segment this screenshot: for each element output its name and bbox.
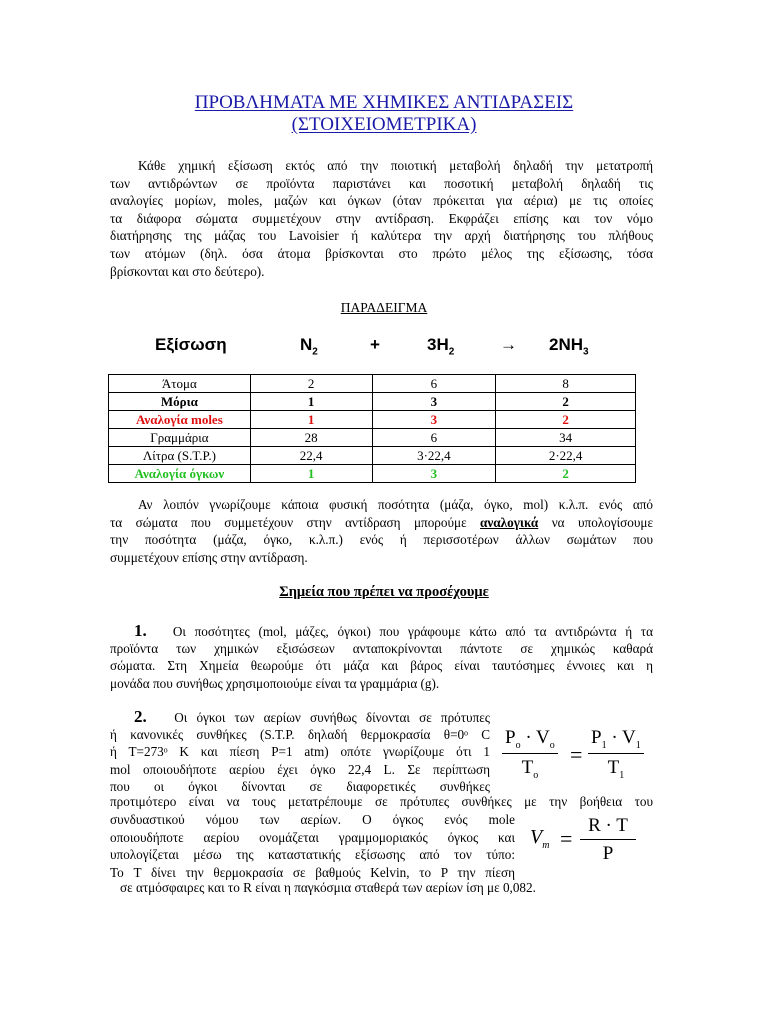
cell-n2: 22,4 bbox=[250, 447, 372, 465]
point-1 bbox=[110, 622, 653, 692]
cell-nh3: 2 bbox=[496, 411, 636, 429]
points-heading: Σημεία που πρέπει να προσέχουμε bbox=[279, 584, 489, 600]
row-label: Αναλογία moles bbox=[109, 411, 251, 429]
intro-line: αναλογίες μορίων, moles, μαζών και όγκων (όταν πρόκειται για αέρια) με τις οποίες bbox=[110, 193, 653, 209]
cell-nh3: 2 bbox=[496, 393, 636, 411]
product-nh3: $2NH_3$ bbox=[549, 335, 589, 358]
para-line: την ποσότητα (μάζα, όγκο, κ.λ.π.) ενός ή περισσοτέρων άλλων σωμάτων που bbox=[110, 532, 653, 548]
table-row bbox=[109, 411, 636, 429]
equals-sign: = bbox=[570, 742, 583, 767]
intro-line: βρίσκονται και στο δεύτερο). bbox=[110, 263, 265, 279]
table-row bbox=[109, 429, 636, 447]
combined-gas-law-left: $\frac{P_o \cdot V_o}{T_o}$ bbox=[502, 727, 558, 781]
para-line: Αν λοιπόν γνωρίζουμε κάποια φυσική ποσότητα (μάζα, όγκο, mol) κ.λ.π. ενός από bbox=[138, 497, 653, 512]
point2-line: ή κανονικές συνθήκες (S.T.P. δηλαδή θερμοκρασία θ=0ᵒ C bbox=[110, 726, 490, 742]
table-row bbox=[109, 465, 636, 483]
para-line: τα σώματα που συμμετέχουν στην αντίδραση μπορούμε αναλογικά να υπολογίσουμε bbox=[110, 514, 653, 530]
cell-h2: 3 bbox=[372, 393, 496, 411]
intro-line: των αντιδρώντων σε προϊόντα παριστάνει και ποσοτική μεταβολή δηλαδή τις bbox=[110, 175, 653, 191]
equals-sign: = bbox=[560, 826, 573, 851]
plus-sign: + bbox=[370, 335, 380, 354]
point1-line: σώματα. Στη Χημεία θεωρούμε ότι μάζα και βάρος είναι ταυτόσημες έννοιες και η bbox=[110, 658, 653, 674]
cell-nh3: 2·22,4 bbox=[496, 447, 636, 465]
cell-n2: 28 bbox=[250, 429, 372, 447]
row-label: Μόρια bbox=[109, 393, 251, 411]
point2-line: υπολογίζεται μέσω της καταστατικής εξίσωσης από τον τύπο: bbox=[110, 847, 515, 863]
equation-label: Εξίσωση bbox=[155, 335, 227, 354]
point2-line: Το T δίνει την θερμοκρασία σε βαθμούς Kelvin, το P την πίεση bbox=[110, 864, 515, 880]
cell-h2: 3 bbox=[372, 411, 496, 429]
point2-line: που οι όγκοι δίνονται σε διαφορετικές συνθήκες bbox=[110, 779, 490, 795]
point-2-last bbox=[120, 879, 653, 897]
page-title-line1: ΠΡΟΒΛΗΜΑΤΑ ΜΕ ΧΗΜΙΚΕΣ ΑΝΤΙΔΡΑΣΕΙΣ bbox=[194, 92, 574, 113]
intro-line: τα διάφορα σώματα συμμετέχουν στην αντίδραση. Εκφράζει επίσης και τον νόμο bbox=[110, 210, 653, 226]
cell-n2: 1 bbox=[250, 465, 372, 483]
cell-h2: 6 bbox=[372, 429, 496, 447]
point-2-cont bbox=[110, 811, 515, 881]
point2-line: σε ατμόσφαιρες και το R είναι η παγκόσμια σταθερά των αερίων ίση με 0,082. bbox=[120, 880, 536, 895]
point1-line: προϊόντα των χημικών εξισώσεων ανταποκρίνονται πάντοτε σε χημικώς καθαρά bbox=[110, 640, 653, 656]
point2-line: οποιουδήποτε αερίου ονομάζεται γραμμομοριακός όγκος και bbox=[110, 829, 515, 845]
para-line: συμμετέχουν επίσης στην αντίδραση. bbox=[110, 549, 308, 565]
stoichiometry-table bbox=[108, 374, 636, 483]
row-label: Αναλογία όγκων bbox=[109, 465, 251, 483]
reaction-arrow: → bbox=[500, 335, 517, 354]
table-row bbox=[109, 393, 636, 411]
example-heading: ΠΑΡΑΔΕΙΓΜΑ bbox=[340, 300, 428, 315]
point1-line: μονάδα που συνήθως χρησιμοποιούμε είναι τα γραμμάρια (g). bbox=[110, 675, 440, 691]
point2-line: 2. Οι όγκοι των αερίων συνήθως δίνονται σε πρότυπες bbox=[134, 707, 490, 726]
point1-line: 1. Οι ποσότητες (mol, μάζες, όγκοι) που γράφουμε κάτω από τα αντιδρώντα ή τα bbox=[134, 621, 654, 640]
reactant-n2: $N_2$ bbox=[300, 335, 318, 358]
point-number: 2. bbox=[134, 707, 147, 726]
row-label: Γραμμάρια bbox=[109, 429, 251, 447]
row-label: Λίτρα (S.T.P.) bbox=[109, 447, 251, 465]
reactant-h2: $3H_2$ bbox=[427, 335, 455, 358]
proportion-paragraph bbox=[110, 496, 653, 566]
cell-h2: 6 bbox=[372, 375, 496, 393]
molar-volume-fraction: $\frac{R \cdot T}{P}$ bbox=[580, 815, 636, 865]
point2-line: ή Τ=273ᵒ Κ και πίεση P=1 atm) οπότε γνωρίζουμε ότι 1 bbox=[110, 744, 490, 760]
intro-line: Κάθε χημική εξίσωση εκτός από την ποιοτική μεταβολή δηλαδή την μετατροπή bbox=[138, 158, 653, 173]
table-row bbox=[109, 447, 636, 465]
point2-line: προτιμότερο είναι να τους μετατρέπουμε σε πρότυπες συνθήκες με την βοήθεια του bbox=[110, 794, 653, 809]
combined-gas-law-right: $\frac{P_1 \cdot V_1}{T_1}$ bbox=[588, 727, 644, 781]
point2-line: mol οποιουδήποτε αερίου έχει όγκο 22,4 L. Σε περίπτωση bbox=[110, 761, 490, 777]
table-row bbox=[109, 375, 636, 393]
cell-nh3: 8 bbox=[496, 375, 636, 393]
intro-line: των ατόμων (δηλ. όσα άτομα βρίσκονται στο πρώτο μέλος της εξίσωσης, τόσα bbox=[110, 245, 653, 261]
cell-n2: 1 bbox=[250, 411, 372, 429]
cell-n2: 1 bbox=[250, 393, 372, 411]
cell-h2: 3·22,4 bbox=[372, 447, 496, 465]
molar-volume-symbol: $V_m$ bbox=[530, 826, 550, 851]
cell-h2: 3 bbox=[372, 465, 496, 483]
cell-n2: 2 bbox=[250, 375, 372, 393]
intro-paragraph bbox=[110, 157, 653, 280]
point-2 bbox=[110, 708, 490, 796]
row-label: Άτομα bbox=[109, 375, 251, 393]
cell-nh3: 2 bbox=[496, 465, 636, 483]
cell-nh3: 34 bbox=[496, 429, 636, 447]
point-number: 1. bbox=[134, 621, 147, 640]
page-title-line2: (ΣΤΟΙΧΕΙΟΜΕΤΡΙΚΑ) bbox=[291, 114, 477, 135]
emphasis-analogika: αναλογικά bbox=[480, 514, 539, 530]
intro-line: διατήρησης της μάζας του Lavoisier ή καλύτερα την αρχή διατήρησης του πλήθους bbox=[110, 228, 653, 244]
point2-line: συνδυαστικού νόμου των αερίων. Ο όγκος ενός mole bbox=[110, 812, 515, 827]
point-2-full-line bbox=[110, 793, 653, 811]
